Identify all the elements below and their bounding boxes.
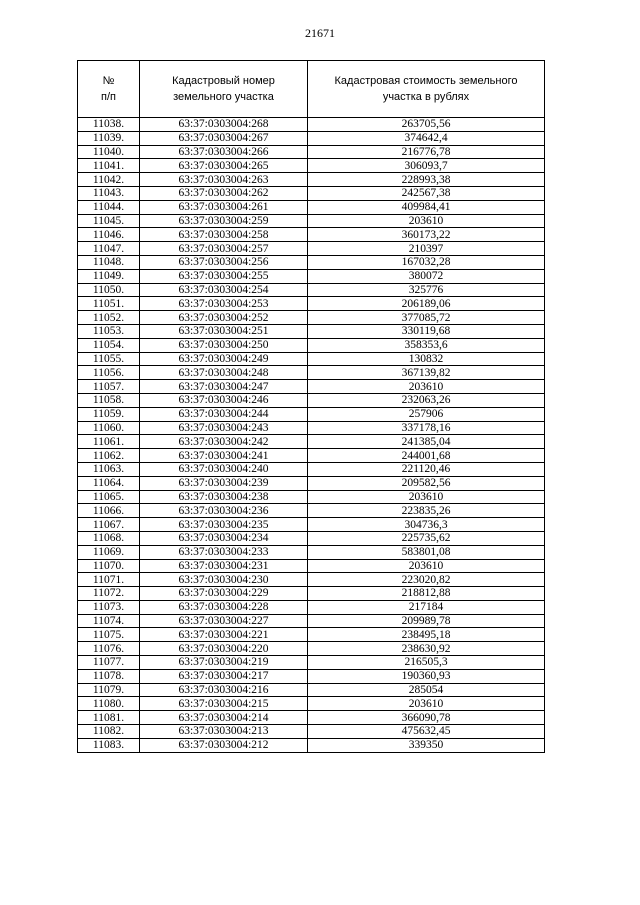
- cadastral-number-cell: 63:37:0303004:246: [140, 393, 308, 407]
- header-row-number: № п/п: [78, 61, 140, 118]
- cadastral-number-cell: 63:37:0303004:268: [140, 118, 308, 132]
- row-number-cell: 11042.: [78, 173, 140, 187]
- cadastral-number-cell: 63:37:0303004:244: [140, 407, 308, 421]
- cadastral-number-cell: 63:37:0303004:217: [140, 669, 308, 683]
- row-number-cell: 11054.: [78, 338, 140, 352]
- cadastral-value-cell: 190360,93: [308, 669, 545, 683]
- cadastral-value-cell: 203610: [308, 559, 545, 573]
- table-row: [78, 697, 545, 711]
- cadastral-number-cell: 63:37:0303004:214: [140, 711, 308, 725]
- header-cadastral-number: Кадастровый номер земельного участка: [140, 61, 308, 118]
- table-row: [78, 407, 545, 421]
- cadastral-number-cell: 63:37:0303004:255: [140, 269, 308, 283]
- cadastral-value-cell: 216505,3: [308, 656, 545, 670]
- row-number-cell: 11039.: [78, 131, 140, 145]
- row-number-cell: 11048.: [78, 255, 140, 269]
- cadastral-value-cell: 203610: [308, 214, 545, 228]
- row-number-cell: 11040.: [78, 145, 140, 159]
- row-number-cell: 11046.: [78, 228, 140, 242]
- cadastral-value-cell: 238495,18: [308, 628, 545, 642]
- cadastral-number-cell: 63:37:0303004:238: [140, 490, 308, 504]
- row-number-cell: 11065.: [78, 490, 140, 504]
- table-row: [78, 255, 545, 269]
- cadastral-number-cell: 63:37:0303004:233: [140, 545, 308, 559]
- table-row: [78, 462, 545, 476]
- cadastral-value-cell: 285054: [308, 683, 545, 697]
- row-number-cell: 11062.: [78, 449, 140, 463]
- cadastral-number-cell: 63:37:0303004:248: [140, 366, 308, 380]
- row-number-cell: 11071.: [78, 573, 140, 587]
- cadastral-value-cell: 244001,68: [308, 449, 545, 463]
- cadastral-value-cell: 223020,82: [308, 573, 545, 587]
- cadastral-number-cell: 63:37:0303004:250: [140, 338, 308, 352]
- table-row: [78, 118, 545, 132]
- row-number-cell: 11059.: [78, 407, 140, 421]
- row-number-cell: 11078.: [78, 669, 140, 683]
- cadastral-number-cell: 63:37:0303004:242: [140, 435, 308, 449]
- cadastral-value-cell: 210397: [308, 242, 545, 256]
- row-number-cell: 11076.: [78, 642, 140, 656]
- cadastral-value-cell: 257906: [308, 407, 545, 421]
- table-row: [78, 628, 545, 642]
- table-row: [78, 242, 545, 256]
- row-number-cell: 11060.: [78, 421, 140, 435]
- table-row: [78, 476, 545, 490]
- cadastral-value-cell: 263705,56: [308, 118, 545, 132]
- cadastral-value-cell: 217184: [308, 600, 545, 614]
- cadastral-number-cell: 63:37:0303004:251: [140, 324, 308, 338]
- row-number-cell: 11050.: [78, 283, 140, 297]
- table-row: [78, 380, 545, 394]
- cadastral-number-cell: 63:37:0303004:249: [140, 352, 308, 366]
- cadastral-value-cell: 223835,26: [308, 504, 545, 518]
- cadastral-value-cell: 228993,38: [308, 173, 545, 187]
- table-header-row: [78, 61, 545, 118]
- cadastral-value-cell: 325776: [308, 283, 545, 297]
- cadastral-value-cell: 583801,08: [308, 545, 545, 559]
- cadastral-number-cell: 63:37:0303004:257: [140, 242, 308, 256]
- row-number-cell: 11044.: [78, 200, 140, 214]
- table-body: [78, 118, 545, 753]
- row-number-cell: 11049.: [78, 269, 140, 283]
- cadastral-number-cell: 63:37:0303004:215: [140, 697, 308, 711]
- cadastral-value-cell: 304736,3: [308, 518, 545, 532]
- row-number-cell: 11072.: [78, 587, 140, 601]
- table-row: [78, 352, 545, 366]
- table-row: [78, 393, 545, 407]
- row-number-cell: 11052.: [78, 311, 140, 325]
- cadastral-value-cell: 203610: [308, 697, 545, 711]
- row-number-cell: 11061.: [78, 435, 140, 449]
- table-row: [78, 531, 545, 545]
- row-number-cell: 11066.: [78, 504, 140, 518]
- table-row: [78, 614, 545, 628]
- row-number-cell: 11074.: [78, 614, 140, 628]
- cadastral-value-cell: 203610: [308, 380, 545, 394]
- row-number-cell: 11051.: [78, 297, 140, 311]
- table-row: [78, 269, 545, 283]
- cadastral-number-cell: 63:37:0303004:240: [140, 462, 308, 476]
- table-row: [78, 656, 545, 670]
- cadastral-value-cell: 221120,46: [308, 462, 545, 476]
- cadastral-number-cell: 63:37:0303004:241: [140, 449, 308, 463]
- table-row: [78, 338, 545, 352]
- cadastral-number-cell: 63:37:0303004:229: [140, 587, 308, 601]
- table-row: [78, 738, 545, 752]
- table-row: [78, 145, 545, 159]
- row-number-cell: 11056.: [78, 366, 140, 380]
- cadastral-number-cell: 63:37:0303004:252: [140, 311, 308, 325]
- cadastral-value-cell: 241385,04: [308, 435, 545, 449]
- cadastral-value-cell: 330119,68: [308, 324, 545, 338]
- cadastral-value-cell: 380072: [308, 269, 545, 283]
- table-row: [78, 449, 545, 463]
- cadastral-number-cell: 63:37:0303004:231: [140, 559, 308, 573]
- row-number-cell: 11053.: [78, 324, 140, 338]
- table-row: [78, 683, 545, 697]
- table-row: [78, 490, 545, 504]
- cadastral-value-cell: 209989,78: [308, 614, 545, 628]
- cadastral-value-cell: 238630,92: [308, 642, 545, 656]
- cadastral-number-cell: 63:37:0303004:216: [140, 683, 308, 697]
- table-row: [78, 186, 545, 200]
- table-row: [78, 504, 545, 518]
- table-row: [78, 642, 545, 656]
- header-cadastral-value: Кадастровая стоимость земельного участка в рублях: [308, 61, 545, 118]
- table-row: [78, 311, 545, 325]
- cadastral-number-cell: 63:37:0303004:267: [140, 131, 308, 145]
- row-number-cell: 11047.: [78, 242, 140, 256]
- row-number-cell: 11075.: [78, 628, 140, 642]
- row-number-cell: 11057.: [78, 380, 140, 394]
- cadastral-value-cell: 218812,88: [308, 587, 545, 601]
- cadastral-number-cell: 63:37:0303004:263: [140, 173, 308, 187]
- table-row: [78, 435, 545, 449]
- cadastral-value-cell: 377085,72: [308, 311, 545, 325]
- cadastral-number-cell: 63:37:0303004:212: [140, 738, 308, 752]
- cadastral-value-cell: 242567,38: [308, 186, 545, 200]
- cadastral-value-cell: 366090,78: [308, 711, 545, 725]
- table-row: [78, 366, 545, 380]
- row-number-cell: 11038.: [78, 118, 140, 132]
- cadastral-number-cell: 63:37:0303004:243: [140, 421, 308, 435]
- table-row: [78, 573, 545, 587]
- cadastral-value-cell: 339350: [308, 738, 545, 752]
- cadastral-number-cell: 63:37:0303004:261: [140, 200, 308, 214]
- table-row: [78, 200, 545, 214]
- row-number-cell: 11082.: [78, 725, 140, 739]
- cadastral-value-cell: 306093,7: [308, 159, 545, 173]
- cadastral-number-cell: 63:37:0303004:235: [140, 518, 308, 532]
- table-row: [78, 725, 545, 739]
- cadastral-value-cell: 225735,62: [308, 531, 545, 545]
- table-row: [78, 214, 545, 228]
- cadastral-number-cell: 63:37:0303004:228: [140, 600, 308, 614]
- cadastral-value-cell: 367139,82: [308, 366, 545, 380]
- cadastral-number-cell: 63:37:0303004:239: [140, 476, 308, 490]
- cadastral-number-cell: 63:37:0303004:253: [140, 297, 308, 311]
- cadastral-number-cell: 63:37:0303004:247: [140, 380, 308, 394]
- table-row: [78, 587, 545, 601]
- cadastral-number-cell: 63:37:0303004:259: [140, 214, 308, 228]
- row-number-cell: 11069.: [78, 545, 140, 559]
- row-number-cell: 11041.: [78, 159, 140, 173]
- cadastral-value-cell: 203610: [308, 490, 545, 504]
- cadastral-value-cell: 167032,28: [308, 255, 545, 269]
- table-row: [78, 173, 545, 187]
- cadastral-number-cell: 63:37:0303004:258: [140, 228, 308, 242]
- cadastral-value-cell: 216776,78: [308, 145, 545, 159]
- table-row: [78, 600, 545, 614]
- cadastral-value-cell: 374642,4: [308, 131, 545, 145]
- row-number-cell: 11081.: [78, 711, 140, 725]
- cadastral-value-cell: 209582,56: [308, 476, 545, 490]
- row-number-cell: 11077.: [78, 656, 140, 670]
- table-row: [78, 297, 545, 311]
- table-row: [78, 711, 545, 725]
- table-row: [78, 283, 545, 297]
- row-number-cell: 11045.: [78, 214, 140, 228]
- table-row: [78, 131, 545, 145]
- cadastral-number-cell: 63:37:0303004:221: [140, 628, 308, 642]
- row-number-cell: 11073.: [78, 600, 140, 614]
- row-number-cell: 11080.: [78, 697, 140, 711]
- cadastral-number-cell: 63:37:0303004:256: [140, 255, 308, 269]
- table-row: [78, 324, 545, 338]
- cadastral-number-cell: 63:37:0303004:236: [140, 504, 308, 518]
- row-number-cell: 11070.: [78, 559, 140, 573]
- row-number-cell: 11055.: [78, 352, 140, 366]
- cadastral-number-cell: 63:37:0303004:227: [140, 614, 308, 628]
- cadastral-number-cell: 63:37:0303004:220: [140, 642, 308, 656]
- table-row: [78, 159, 545, 173]
- cadastral-number-cell: 63:37:0303004:234: [140, 531, 308, 545]
- table-row: [78, 669, 545, 683]
- row-number-cell: 11068.: [78, 531, 140, 545]
- row-number-cell: 11064.: [78, 476, 140, 490]
- table-row: [78, 421, 545, 435]
- row-number-cell: 11058.: [78, 393, 140, 407]
- cadastre-table: [77, 60, 545, 753]
- cadastral-value-cell: 360173,22: [308, 228, 545, 242]
- table-row: [78, 545, 545, 559]
- page-number: 21671: [305, 26, 335, 40]
- cadastral-number-cell: 63:37:0303004:266: [140, 145, 308, 159]
- cadastral-value-cell: 409984,41: [308, 200, 545, 214]
- row-number-cell: 11063.: [78, 462, 140, 476]
- table-row: [78, 228, 545, 242]
- cadastral-value-cell: 358353,6: [308, 338, 545, 352]
- row-number-cell: 11079.: [78, 683, 140, 697]
- cadastral-value-cell: 232063,26: [308, 393, 545, 407]
- cadastral-number-cell: 63:37:0303004:262: [140, 186, 308, 200]
- cadastral-value-cell: 337178,16: [308, 421, 545, 435]
- cadastral-value-cell: 130832: [308, 352, 545, 366]
- cadastral-number-cell: 63:37:0303004:254: [140, 283, 308, 297]
- cadastral-value-cell: 206189,06: [308, 297, 545, 311]
- cadastral-value-cell: 475632,45: [308, 725, 545, 739]
- row-number-cell: 11083.: [78, 738, 140, 752]
- table-row: [78, 559, 545, 573]
- cadastral-number-cell: 63:37:0303004:213: [140, 725, 308, 739]
- cadastral-number-cell: 63:37:0303004:219: [140, 656, 308, 670]
- cadastral-number-cell: 63:37:0303004:265: [140, 159, 308, 173]
- row-number-cell: 11067.: [78, 518, 140, 532]
- cadastral-number-cell: 63:37:0303004:230: [140, 573, 308, 587]
- row-number-cell: 11043.: [78, 186, 140, 200]
- table-row: [78, 518, 545, 532]
